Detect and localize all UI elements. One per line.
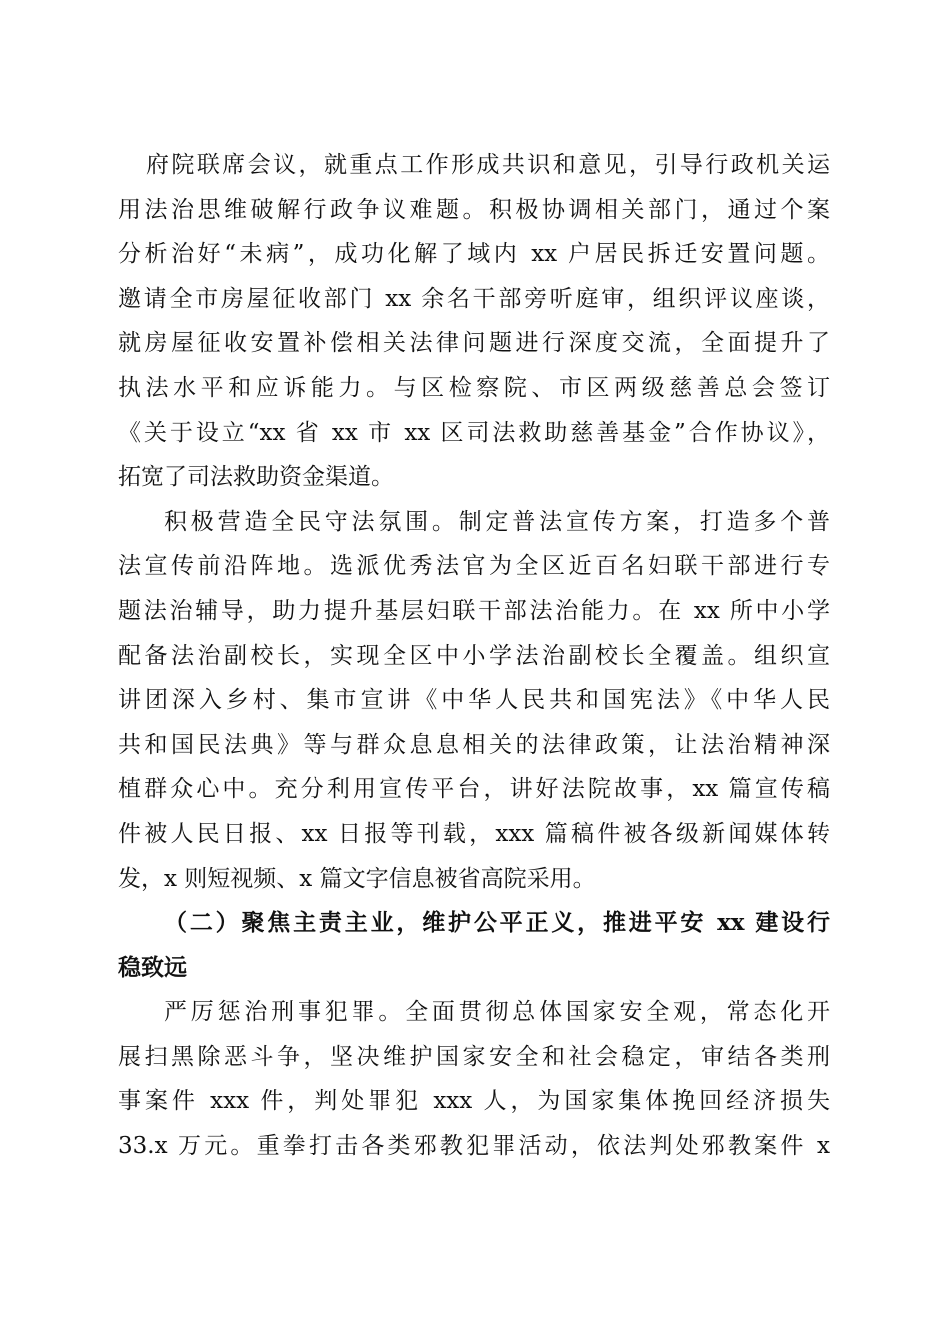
paragraph-1 [118,143,830,500]
paragraph-2 [118,500,830,901]
text-line: 积极营造全民守法氛围。制定普法宣传方案，打造多个普 [164,508,830,535]
heading-line: 稳致远 [118,953,187,981]
text-line: 就房屋征收安置补偿相关法律问题进行深度交流，全面提升了 [118,330,830,357]
text-line: 事案件 xxx 件，判处罪犯 xxx 人，为国家集体挽回经济损失 [118,1088,830,1115]
section-heading [118,901,830,990]
text-line: 题法治辅导，助力提升基层妇联干部法治能力。在 xx 所中小学 [118,597,830,624]
text-line: 植群众心中。充分利用宣传平台，讲好法院故事，xx 篇宣传稿 [118,776,830,803]
text-line: 33.x 万元。重拳打击各类邪教犯罪活动，依法判处邪教案件 x [118,1133,830,1160]
text-line: 府院联席会议，就重点工作形成共识和意见，引导行政机关运 [146,152,830,178]
text-line: 邀请全市房屋征收部门 xx 余名干部旁听庭审，组织评议座谈， [118,285,830,312]
text-line: 共和国民法典》等与群众息息相关的法律政策，让法治精神深 [118,731,830,758]
text-line: 法宣传前沿阵地。选派优秀法官为全区近百名妇联干部进行专 [118,553,830,580]
text-line: 严厉惩治刑事犯罪。全面贯彻总体国家安全观，常态化开 [164,999,830,1026]
text-line: 讲团深入乡村、集市宣讲《中华人民共和国宪法》《中华人民 [118,687,830,714]
text-line: 分析治好“未病”，成功化解了域内 xx 户居民拆迁安置问题。 [118,241,830,268]
text-line: 执法水平和应诉能力。与区检察院、市区两级慈善总会签订 [118,374,830,401]
text-line: 件被人民日报、xx 日报等刊载，xxx 篇稿件被各级新闻媒体转 [118,820,830,847]
text-line: 配备法治副校长，实现全区中小学法治副校长全覆盖。组织宣 [118,642,830,669]
text-line: 拓宽了司法救助资金渠道。 [118,464,394,491]
paragraph-3 [118,990,830,1168]
heading-line: （二）聚焦主责主业，维护公平正义，推进平安 xx 建设行 [164,909,830,937]
text-line: 用法治思维破解行政争议难题。积极协调相关部门，通过个案 [118,196,830,223]
document-body [118,143,830,1169]
text-line: 《关于设立“xx 省 xx 市 xx 区司法救助慈善基金”合作协议》， [118,419,830,446]
text-line: 展扫黑除恶斗争，坚决维护国家安全和社会稳定，审结各类刑 [118,1043,830,1070]
text-line: 发，x 则短视频、x 篇文字信息被省高院采用。 [118,865,596,892]
